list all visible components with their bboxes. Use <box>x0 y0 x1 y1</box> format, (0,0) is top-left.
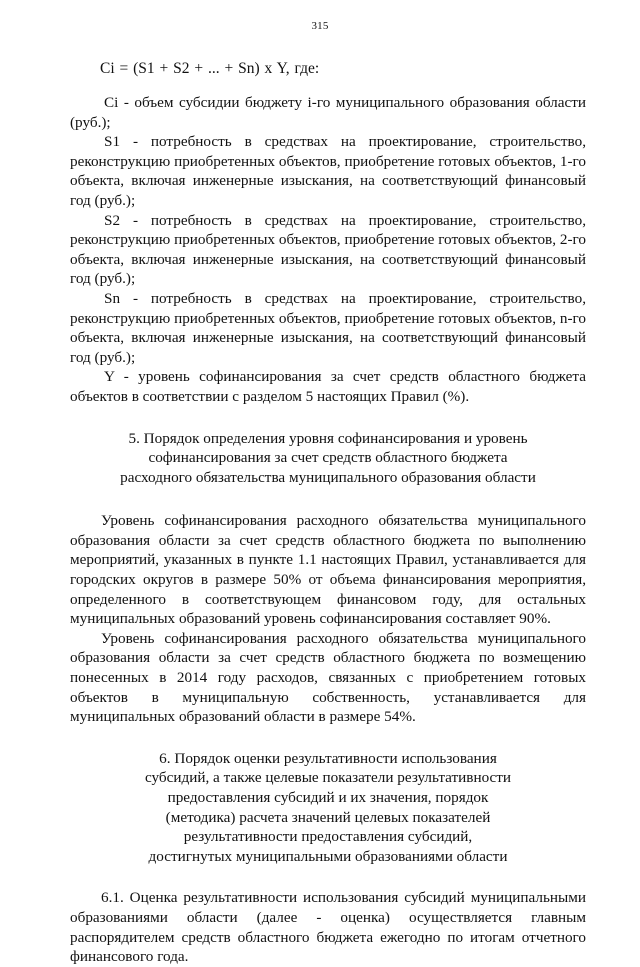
section-5-heading: 5. Порядок определения уровня софинансирования и уровень софинансирования за счет средств областного бюджета расходного обязательства муниципального образования области <box>120 429 536 486</box>
section-5-paragraph: Уровень софинансирования расходного обязательства муниципального образования области за счет средств областного бюджета по выполнению мероприятий, указанных в пункте 1.1 настоящих Правил, устанавливается для городских округов в размере 50% от объема финансирования мероприятия, определенного в соответствующем финансовом году, для остальных муниципальных образований уровень софинансирования составляет 90%. <box>70 512 586 628</box>
definition-s1: S1 - потребность в средствах на проектирование, строительство, реконструкцию приобретенных объектов, приобретение готовых объектов, 1-го объекта, включая инженерные изыскания, на соответствующий финансовый год (руб.); <box>70 133 586 209</box>
section-6-heading: 6. Порядок оценки результативности использования субсидий, а также целевые показатели результативности предоставления субсидий и их значения, порядок (методика) расчета значений целевых показателей результативности предоставления субсидий, достигнутых муниципальными образованиями области <box>144 749 512 865</box>
definition-sn: Sn - потребность в средствах на проектирование, строительство, реконструкцию приобретенных объектов, приобретение готовых объектов, n-го объекта, включая инженерные изыскания, на соответствующий финансовый год (руб.); <box>70 289 586 366</box>
subsidy-formula: Ci = (S1 + S2 + ... + Sn) x Y, где: <box>100 60 320 77</box>
definition-y: Y - уровень софинансирования за счет средств областного бюджета объектов в соответствии с разделом 5 настоящих Правил (%). <box>70 368 586 405</box>
definition-s2: S2 - потребность в средствах на проектирование, строительство, реконструкцию приобретенных объектов, приобретение готовых объектов, 2-го объекта, включая инженерные изыскания, на соответствующий финансовый год (руб.); <box>70 211 586 288</box>
section-5-paragraph: Уровень софинансирования расходного обязательства муниципального образования области за счет средств областного бюджета по возмещению понесенных в 2014 году расходов, связанных с приобретением готовых объектов в муниципальную собственность, устанавливается для муниципальных образований области в размере 54%. <box>70 629 586 726</box>
section-6-paragraph: 6.1. Оценка результативности использования субсидий муниципальными образованиями области (далее - оценка) осуществляется главным распорядителем средств областного бюджета ежегодно по итогам отчетного финансового года. <box>70 889 586 966</box>
page-number: 315 <box>311 20 329 32</box>
document-body <box>70 93 586 967</box>
definition-ci: Ci - объем субсидии бюджету i-го муниципального образования области (руб.); <box>70 94 586 131</box>
